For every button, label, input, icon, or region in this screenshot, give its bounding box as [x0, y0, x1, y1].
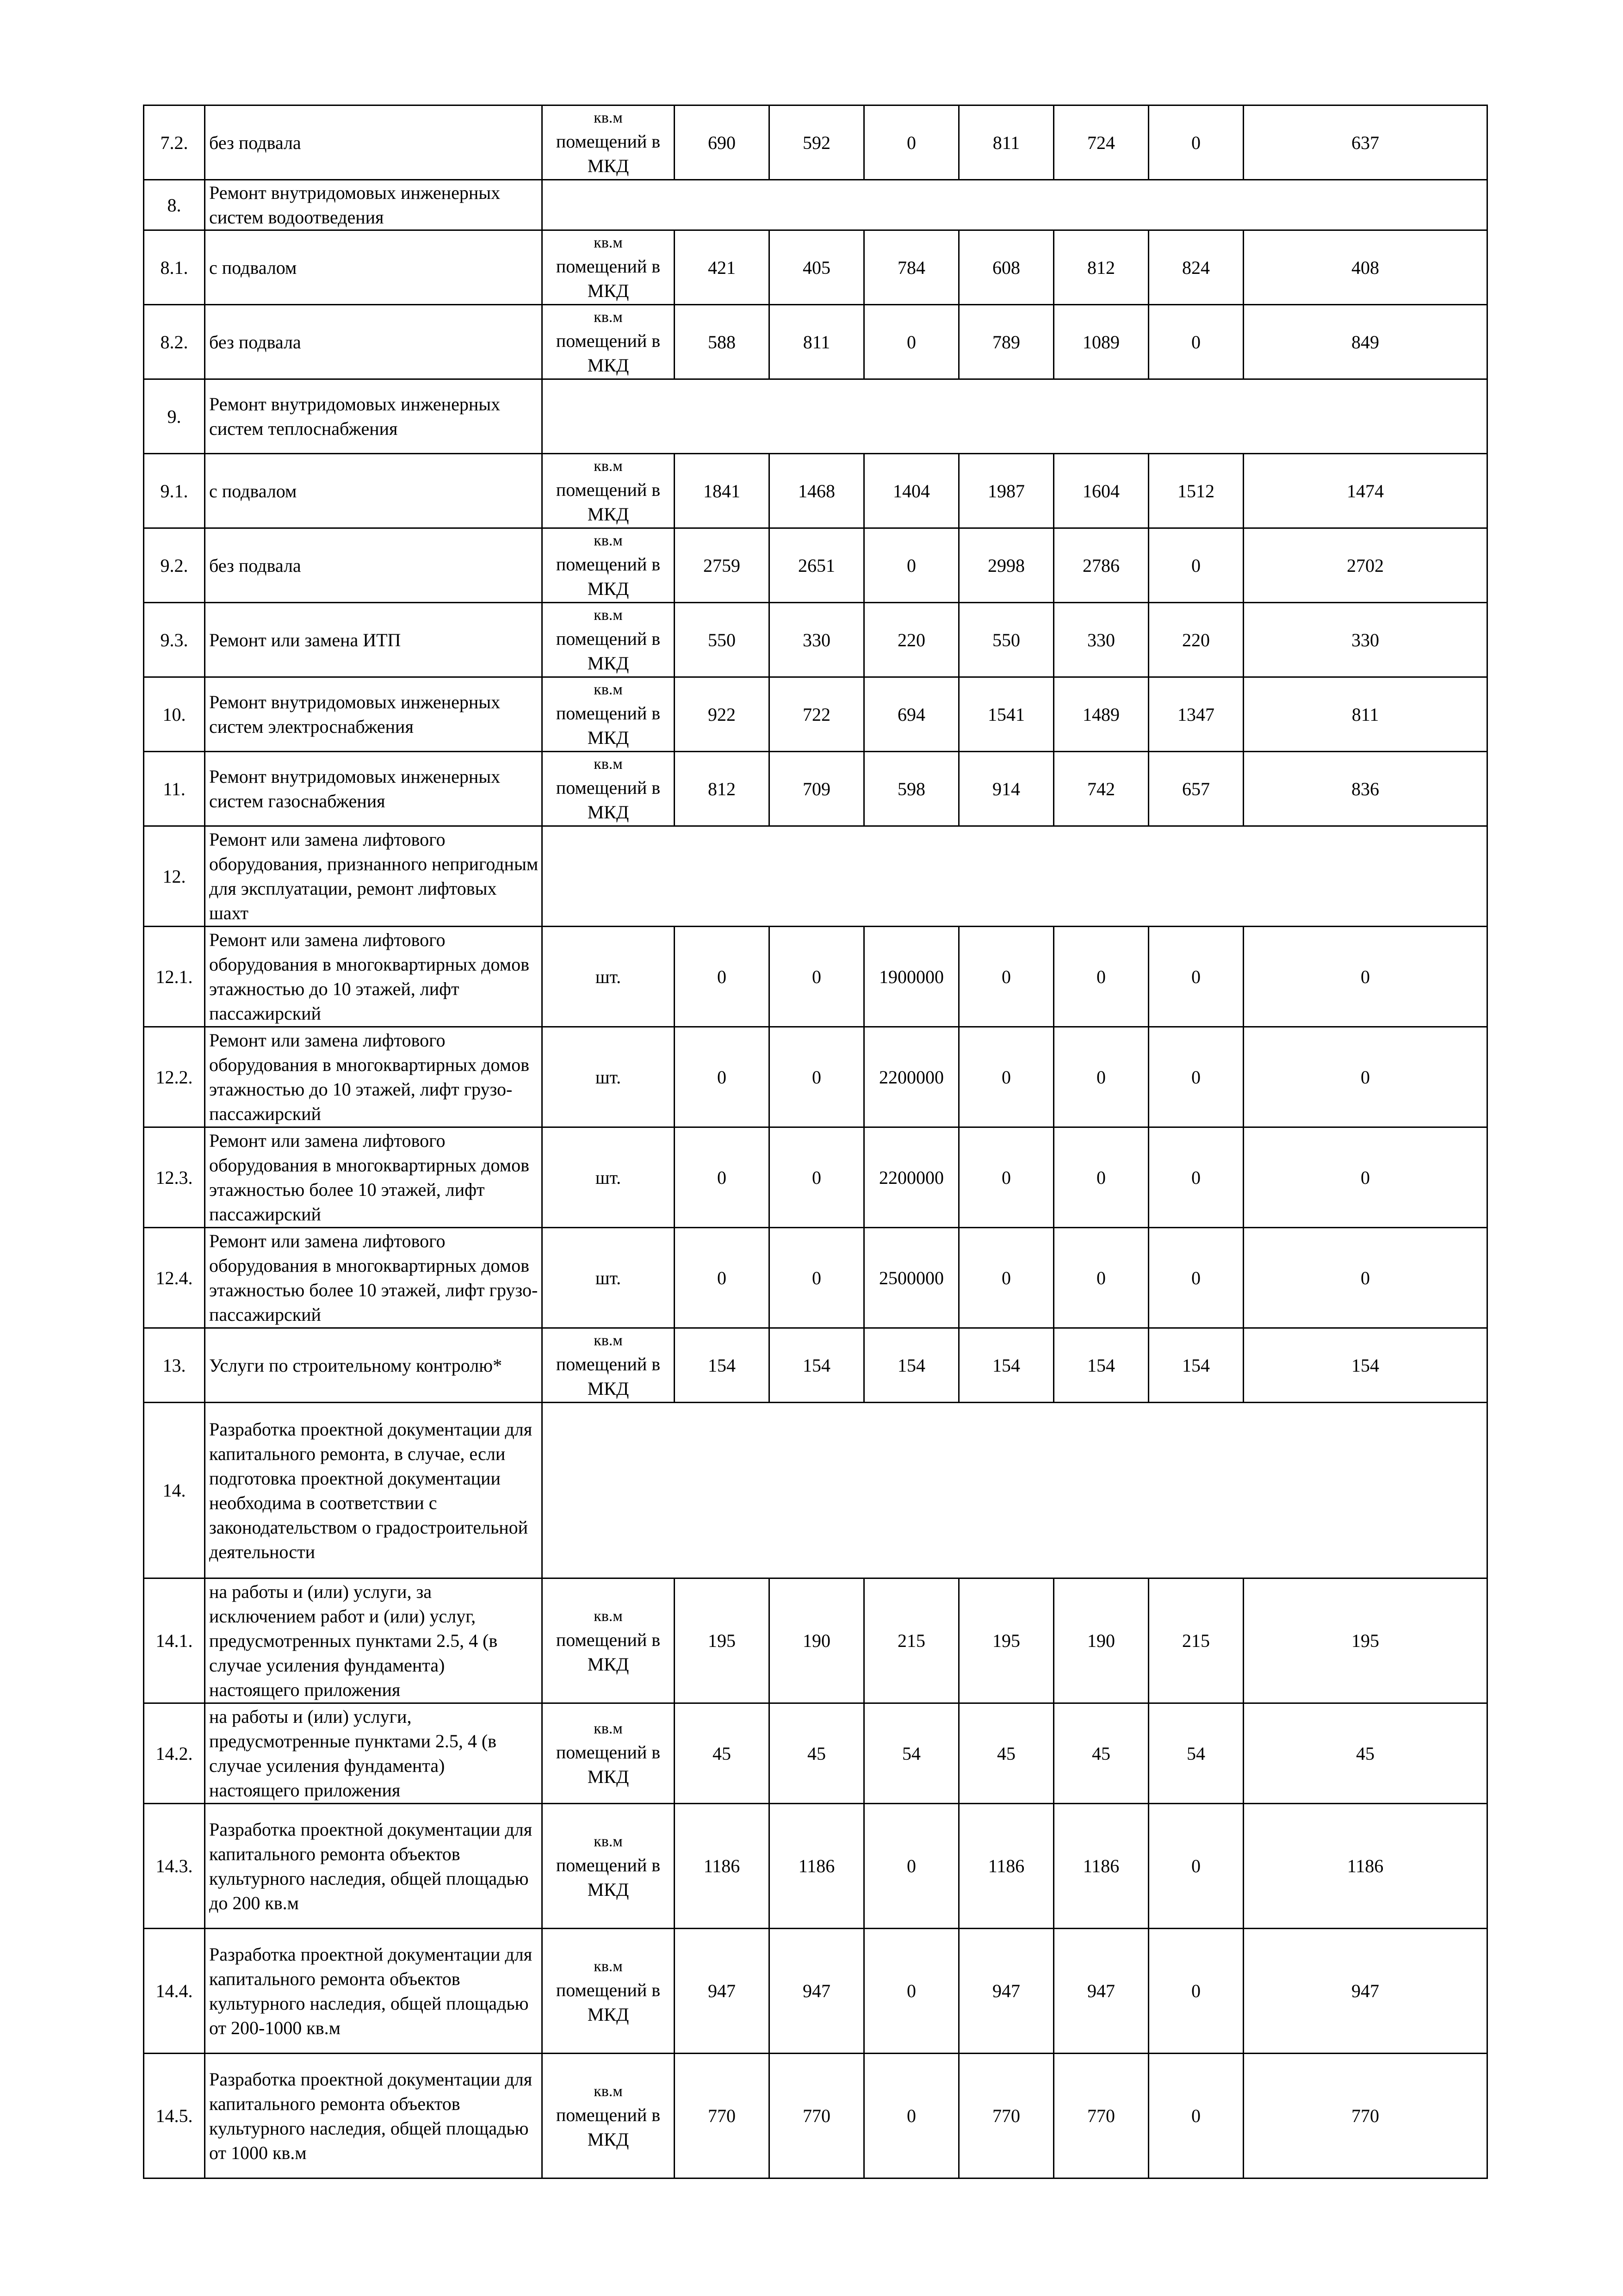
- row-number: 10.: [144, 677, 205, 752]
- unit-line: кв.м: [594, 234, 623, 251]
- unit-cell: [542, 1578, 675, 1703]
- unit-line: МКД: [587, 1378, 629, 1399]
- unit-line: кв.м: [594, 1720, 623, 1737]
- row-name: Ремонт или замена лифтового оборудования, признанного непригодным для эксплуатации, ремонт лифтовых шахт: [205, 826, 542, 927]
- row-number: 9.3.: [144, 603, 205, 677]
- value-cell: 0: [864, 2054, 959, 2178]
- table-body: [144, 105, 1487, 2178]
- table-row: [144, 1578, 1487, 1703]
- value-cell: 0: [1149, 1027, 1244, 1127]
- unit-line: кв.м: [594, 309, 623, 326]
- value-cell: 0: [1149, 105, 1244, 180]
- value-cell: 770: [959, 2054, 1054, 2178]
- unit-cell: шт.: [542, 1027, 675, 1127]
- value-cell: 195: [675, 1578, 769, 1703]
- value-cell: 922: [675, 677, 769, 752]
- unit-line: МКД: [587, 802, 629, 823]
- value-cell: 0: [1149, 528, 1244, 603]
- empty-merged-cell: [542, 826, 1487, 927]
- value-cell: 947: [1244, 1929, 1487, 2054]
- unit-cell: [542, 1328, 675, 1403]
- table-row: [144, 379, 1487, 454]
- value-cell: 0: [864, 528, 959, 603]
- value-cell: 824: [1149, 230, 1244, 305]
- row-number: 13.: [144, 1328, 205, 1403]
- value-cell: 0: [1149, 927, 1244, 1027]
- value-cell: 1489: [1054, 677, 1149, 752]
- unit-cell: [542, 454, 675, 528]
- row-number: 8.1.: [144, 230, 205, 305]
- unit-line: кв.м: [594, 681, 623, 698]
- value-cell: 0: [959, 1127, 1054, 1228]
- value-cell: 1089: [1054, 305, 1149, 379]
- empty-merged-cell: [542, 1403, 1487, 1578]
- row-name: Ремонт внутридомовых инженерных систем водоотведения: [205, 180, 542, 230]
- value-cell: 947: [769, 1929, 864, 2054]
- value-cell: 811: [1244, 677, 1487, 752]
- value-cell: 0: [769, 1228, 864, 1328]
- unit-line: МКД: [587, 578, 629, 599]
- row-name: Ремонт внутридомовых инженерных систем газоснабжения: [205, 752, 542, 826]
- value-cell: 1186: [959, 1804, 1054, 1929]
- row-number: 14.1.: [144, 1578, 205, 1703]
- table-row: [144, 454, 1487, 528]
- row-name: Разработка проектной документации для капитального ремонта объектов культурного наследия, общей площадью от 1000 кв.м: [205, 2054, 542, 2178]
- table-row: [144, 1127, 1487, 1228]
- row-number: 12.4.: [144, 1228, 205, 1328]
- unit-line: кв.м: [594, 1957, 623, 1975]
- value-cell: 608: [959, 230, 1054, 305]
- value-cell: 0: [1054, 1228, 1149, 1328]
- value-cell: 1186: [675, 1804, 769, 1929]
- value-cell: 330: [1244, 603, 1487, 677]
- value-cell: 0: [1054, 1127, 1149, 1228]
- unit-cell: [542, 105, 675, 180]
- table-row: [144, 603, 1487, 677]
- value-cell: 405: [769, 230, 864, 305]
- row-name: Услуги по строительному контролю*: [205, 1328, 542, 1403]
- unit-line: помещений в: [556, 2104, 661, 2125]
- value-cell: 1474: [1244, 454, 1487, 528]
- value-cell: 811: [959, 105, 1054, 180]
- value-cell: 592: [769, 105, 864, 180]
- value-cell: 0: [1244, 1027, 1487, 1127]
- row-name: Ремонт или замена лифтового оборудования в многоквартирных домов этажностью до 10 этажей, лифт грузо-пассажирский: [205, 1027, 542, 1127]
- table-row: [144, 105, 1487, 180]
- value-cell: 54: [1149, 1703, 1244, 1804]
- unit-line: помещений в: [556, 628, 661, 649]
- value-cell: 2702: [1244, 528, 1487, 603]
- value-cell: 154: [675, 1328, 769, 1403]
- value-cell: 742: [1054, 752, 1149, 826]
- value-cell: 2998: [959, 528, 1054, 603]
- value-cell: 0: [769, 1027, 864, 1127]
- unit-line: МКД: [587, 504, 629, 525]
- value-cell: 770: [675, 2054, 769, 2178]
- unit-cell: [542, 1703, 675, 1804]
- value-cell: 0: [864, 1804, 959, 1929]
- value-cell: 914: [959, 752, 1054, 826]
- row-name: Ремонт или замена лифтового оборудования в многоквартирных домов этажностью до 10 этажей, лифт пассажирский: [205, 927, 542, 1027]
- value-cell: 195: [959, 1578, 1054, 1703]
- unit-line: МКД: [587, 1653, 629, 1675]
- table-row: [144, 230, 1487, 305]
- value-cell: 789: [959, 305, 1054, 379]
- value-cell: 220: [864, 603, 959, 677]
- value-cell: 0: [769, 927, 864, 1027]
- unit-line: кв.м: [594, 755, 623, 773]
- value-cell: 1186: [769, 1804, 864, 1929]
- unit-line: помещений в: [556, 1854, 661, 1875]
- value-cell: 2200000: [864, 1027, 959, 1127]
- value-cell: 45: [1054, 1703, 1149, 1804]
- value-cell: 0: [1244, 1127, 1487, 1228]
- value-cell: 2786: [1054, 528, 1149, 603]
- value-cell: 1512: [1149, 454, 1244, 528]
- unit-cell: [542, 1929, 675, 2054]
- unit-cell: шт.: [542, 927, 675, 1027]
- unit-line: кв.м: [594, 1332, 623, 1349]
- value-cell: 2200000: [864, 1127, 959, 1228]
- table-row: [144, 1403, 1487, 1578]
- row-name: без подвала: [205, 305, 542, 379]
- rates-table: [143, 105, 1488, 2179]
- unit-line: МКД: [587, 280, 629, 301]
- value-cell: 1987: [959, 454, 1054, 528]
- unit-line: помещений в: [556, 479, 661, 500]
- value-cell: 2500000: [864, 1228, 959, 1328]
- value-cell: 195: [1244, 1578, 1487, 1703]
- row-name: Ремонт или замена ИТП: [205, 603, 542, 677]
- unit-line: МКД: [587, 653, 629, 674]
- unit-cell: [542, 230, 675, 305]
- table-row: [144, 528, 1487, 603]
- value-cell: 1468: [769, 454, 864, 528]
- value-cell: 0: [864, 305, 959, 379]
- value-cell: 0: [675, 1228, 769, 1328]
- value-cell: 694: [864, 677, 959, 752]
- unit-line: МКД: [587, 727, 629, 748]
- value-cell: 0: [864, 1929, 959, 2054]
- value-cell: 812: [675, 752, 769, 826]
- table-row: [144, 677, 1487, 752]
- table-row: [144, 1929, 1487, 2054]
- value-cell: 0: [959, 1228, 1054, 1328]
- value-cell: 947: [675, 1929, 769, 2054]
- value-cell: 45: [769, 1703, 864, 1804]
- unit-line: помещений в: [556, 554, 661, 575]
- value-cell: 1347: [1149, 677, 1244, 752]
- value-cell: 690: [675, 105, 769, 180]
- value-cell: 836: [1244, 752, 1487, 826]
- unit-line: помещений в: [556, 777, 661, 798]
- value-cell: 724: [1054, 105, 1149, 180]
- row-number: 14.: [144, 1403, 205, 1578]
- value-cell: 0: [1054, 927, 1149, 1027]
- row-name: без подвала: [205, 528, 542, 603]
- unit-cell: [542, 2054, 675, 2178]
- value-cell: 657: [1149, 752, 1244, 826]
- unit-line: кв.м: [594, 458, 623, 475]
- value-cell: 812: [1054, 230, 1149, 305]
- value-cell: 54: [864, 1703, 959, 1804]
- value-cell: 330: [769, 603, 864, 677]
- row-number: 14.2.: [144, 1703, 205, 1804]
- value-cell: 45: [675, 1703, 769, 1804]
- value-cell: 0: [675, 1027, 769, 1127]
- value-cell: 2651: [769, 528, 864, 603]
- table-row: [144, 1328, 1487, 1403]
- table-row: [144, 2054, 1487, 2178]
- row-name: Ремонт или замена лифтового оборудования в многоквартирных домов этажностью более 10 этажей, лифт пассажирский: [205, 1127, 542, 1228]
- unit-line: кв.м: [594, 1607, 623, 1625]
- value-cell: 550: [675, 603, 769, 677]
- value-cell: 190: [1054, 1578, 1149, 1703]
- row-number: 12.: [144, 826, 205, 927]
- table-row: [144, 1228, 1487, 1328]
- value-cell: 0: [959, 927, 1054, 1027]
- row-number: 8.: [144, 180, 205, 230]
- row-number: 12.2.: [144, 1027, 205, 1127]
- value-cell: 2759: [675, 528, 769, 603]
- unit-line: помещений в: [556, 131, 661, 152]
- unit-cell: [542, 677, 675, 752]
- table-row: [144, 180, 1487, 230]
- value-cell: 0: [769, 1127, 864, 1228]
- row-number: 7.2.: [144, 105, 205, 180]
- row-name: на работы и (или) услуги, предусмотренные пунктами 2.5, 4 (в случае усиления фундамента) настоящего приложения: [205, 1703, 542, 1804]
- unit-line: МКД: [587, 355, 629, 376]
- row-name: Разработка проектной документации для капитального ремонта, в случае, если подготовка проектной документации необходима в соответствии с законодательством о градостроительной деятельности: [205, 1403, 542, 1578]
- value-cell: 154: [864, 1328, 959, 1403]
- value-cell: 0: [959, 1027, 1054, 1127]
- row-number: 9.1.: [144, 454, 205, 528]
- row-name: на работы и (или) услуги, за исключением работ и (или) услуг, предусмотренных пунктами 2.5, 4 (в случае усиления фундамента) настоящего приложения: [205, 1578, 542, 1703]
- unit-line: помещений в: [556, 1979, 661, 2000]
- row-number: 14.4.: [144, 1929, 205, 2054]
- row-name: Ремонт внутридомовых инженерных систем электроснабжения: [205, 677, 542, 752]
- row-number: 8.2.: [144, 305, 205, 379]
- table-row: [144, 305, 1487, 379]
- unit-cell: [542, 603, 675, 677]
- row-name: с подвалом: [205, 230, 542, 305]
- value-cell: 0: [1149, 1929, 1244, 2054]
- unit-cell: шт.: [542, 1127, 675, 1228]
- table-row: [144, 1804, 1487, 1929]
- value-cell: 709: [769, 752, 864, 826]
- unit-line: помещений в: [556, 1629, 661, 1650]
- value-cell: 849: [1244, 305, 1487, 379]
- unit-line: кв.м: [594, 1832, 623, 1850]
- row-number: 14.3.: [144, 1804, 205, 1929]
- value-cell: 0: [864, 105, 959, 180]
- value-cell: 421: [675, 230, 769, 305]
- value-cell: 947: [959, 1929, 1054, 2054]
- unit-line: помещений в: [556, 703, 661, 724]
- value-cell: 811: [769, 305, 864, 379]
- table-row: [144, 826, 1487, 927]
- row-number: 14.5.: [144, 2054, 205, 2178]
- unit-cell: [542, 752, 675, 826]
- value-cell: 588: [675, 305, 769, 379]
- row-number: 12.3.: [144, 1127, 205, 1228]
- unit-cell: [542, 305, 675, 379]
- value-cell: 45: [1244, 1703, 1487, 1804]
- value-cell: 637: [1244, 105, 1487, 180]
- row-number: 11.: [144, 752, 205, 826]
- empty-merged-cell: [542, 379, 1487, 454]
- value-cell: 1604: [1054, 454, 1149, 528]
- value-cell: 770: [1244, 2054, 1487, 2178]
- row-name: Ремонт или замена лифтового оборудования в многоквартирных домов этажностью более 10 этажей, лифт грузо-пассажирский: [205, 1228, 542, 1328]
- value-cell: 0: [1244, 927, 1487, 1027]
- value-cell: 0: [1149, 1228, 1244, 1328]
- row-name: Разработка проектной документации для капитального ремонта объектов культурного наследия, общей площадью от 200-1000 кв.м: [205, 1929, 542, 2054]
- table-row: [144, 752, 1487, 826]
- value-cell: 722: [769, 677, 864, 752]
- value-cell: 0: [1149, 1804, 1244, 1929]
- unit-line: помещений в: [556, 1742, 661, 1763]
- row-number: 12.1.: [144, 927, 205, 1027]
- row-name: Разработка проектной документации для капитального ремонта объектов культурного наследия, общей площадью до 200 кв.м: [205, 1804, 542, 1929]
- unit-line: кв.м: [594, 532, 623, 549]
- value-cell: 330: [1054, 603, 1149, 677]
- value-cell: 220: [1149, 603, 1244, 677]
- value-cell: 1900000: [864, 927, 959, 1027]
- value-cell: 0: [675, 1127, 769, 1228]
- unit-cell: [542, 1804, 675, 1929]
- value-cell: 550: [959, 603, 1054, 677]
- value-cell: 770: [769, 2054, 864, 2178]
- row-number: 9.2.: [144, 528, 205, 603]
- value-cell: 784: [864, 230, 959, 305]
- value-cell: 0: [675, 927, 769, 1027]
- unit-cell: шт.: [542, 1228, 675, 1328]
- value-cell: 1186: [1054, 1804, 1149, 1929]
- unit-line: кв.м: [594, 2082, 623, 2100]
- unit-line: МКД: [587, 2129, 629, 2150]
- unit-line: МКД: [587, 2004, 629, 2025]
- value-cell: 154: [959, 1328, 1054, 1403]
- unit-cell: [542, 528, 675, 603]
- value-cell: 215: [864, 1578, 959, 1703]
- value-cell: 947: [1054, 1929, 1149, 2054]
- unit-line: МКД: [587, 1766, 629, 1787]
- value-cell: 154: [1054, 1328, 1149, 1403]
- unit-line: МКД: [587, 1879, 629, 1900]
- table-row: [144, 1703, 1487, 1804]
- unit-line: помещений в: [556, 1354, 661, 1374]
- value-cell: 598: [864, 752, 959, 826]
- value-cell: 1404: [864, 454, 959, 528]
- value-cell: 154: [769, 1328, 864, 1403]
- row-name: Ремонт внутридомовых инженерных систем теплоснабжения: [205, 379, 542, 454]
- unit-line: кв.м: [594, 109, 623, 126]
- value-cell: 154: [1149, 1328, 1244, 1403]
- value-cell: 1841: [675, 454, 769, 528]
- value-cell: 0: [1054, 1027, 1149, 1127]
- unit-line: кв.м: [594, 606, 623, 624]
- row-name: без подвала: [205, 105, 542, 180]
- table-row: [144, 927, 1487, 1027]
- value-cell: 770: [1054, 2054, 1149, 2178]
- value-cell: 408: [1244, 230, 1487, 305]
- value-cell: 0: [1149, 1127, 1244, 1228]
- table-row: [144, 1027, 1487, 1127]
- value-cell: 190: [769, 1578, 864, 1703]
- value-cell: 0: [1149, 305, 1244, 379]
- value-cell: 0: [1244, 1228, 1487, 1328]
- row-name: с подвалом: [205, 454, 542, 528]
- value-cell: 45: [959, 1703, 1054, 1804]
- value-cell: 1186: [1244, 1804, 1487, 1929]
- unit-line: помещений в: [556, 330, 661, 351]
- row-number: 9.: [144, 379, 205, 454]
- unit-line: МКД: [587, 155, 629, 176]
- empty-merged-cell: [542, 180, 1487, 230]
- value-cell: 0: [1149, 2054, 1244, 2178]
- value-cell: 154: [1244, 1328, 1487, 1403]
- value-cell: 215: [1149, 1578, 1244, 1703]
- unit-line: помещений в: [556, 256, 661, 277]
- value-cell: 1541: [959, 677, 1054, 752]
